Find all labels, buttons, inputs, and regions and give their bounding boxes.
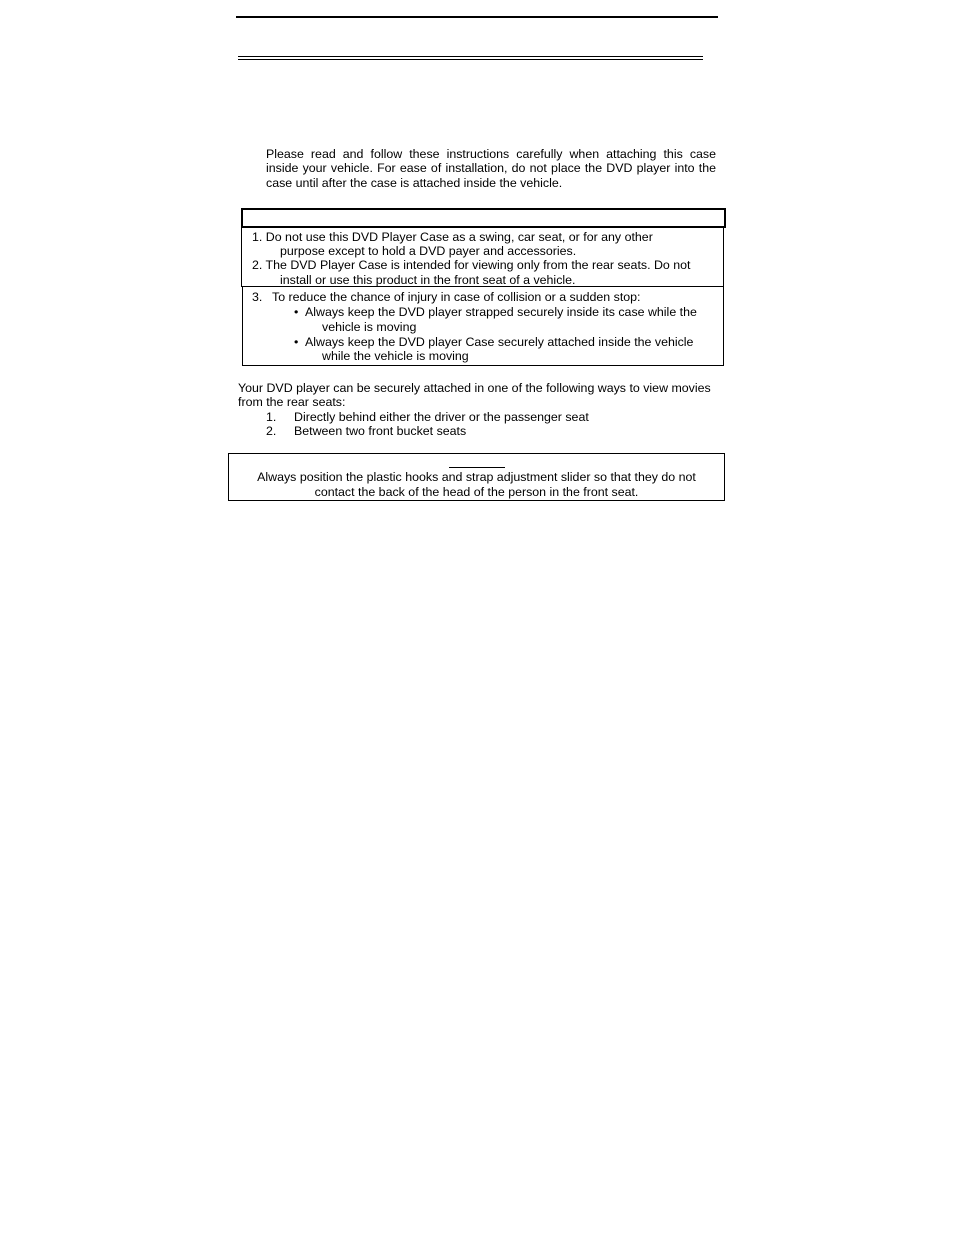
warning-bullet-2-line-1: Always keep the DVD player Case securely attached inside the vehicle [305, 335, 694, 349]
note-line-2: contact the back of the head of the person in the front seat. [314, 485, 639, 499]
intro-line: case until after the case is attached inside the vehicle. [266, 175, 563, 190]
mounting-option-2-number: 2. [266, 424, 277, 438]
warning-item-3-number: 3. [252, 290, 263, 304]
warning-item-2-line-1: 2. The DVD Player Case is intended for viewing only from the rear seats. Do not [252, 258, 691, 272]
double-rule [238, 56, 703, 60]
bullet-icon: • [294, 305, 299, 319]
warning-bullet-1-line-2: vehicle is moving [322, 320, 417, 334]
intro-line: inside your vehicle. For ease of installation, do not place the DVD player into the [266, 161, 716, 176]
warning-item-2-line-2: install or use this product in the front seat of a vehicle. [280, 273, 576, 287]
warning-item-3-text: To reduce the chance of injury in case of collision or a sudden stop: [272, 290, 641, 304]
intro-line: Please read and follow these instructions carefully when attaching this case [266, 147, 716, 161]
warning-bullet-2-line-2: while the vehicle is moving [322, 349, 469, 363]
warning-item-1-line-1: 1. Do not use this DVD Player Case as a swing, car seat, or for any other [252, 230, 653, 244]
bullet-icon: • [294, 335, 299, 349]
mounting-option-1-text: Directly behind either the driver or the passenger seat [294, 410, 589, 424]
intro-paragraph [266, 147, 716, 190]
note-line-1: Always position the plastic hooks and strap adjustment slider so that they do not [257, 470, 696, 484]
warning-header-box [241, 208, 726, 228]
mounting-option-1-number: 1. [266, 410, 277, 424]
warning-item-1-line-2: purpose except to hold a DVD payer and accessories. [280, 244, 577, 258]
mounting-intro-line-1: Your DVD player can be securely attached in one of the following ways to view movies [238, 381, 711, 395]
mounting-intro-line-2: from the rear seats: [238, 395, 346, 409]
mounting-option-2-text: Between two front bucket seats [294, 424, 467, 438]
warning-bullet-1-line-1: Always keep the DVD player strapped securely inside its case while the [305, 305, 697, 319]
top-rule [236, 16, 718, 18]
note-title-rule [449, 467, 505, 468]
